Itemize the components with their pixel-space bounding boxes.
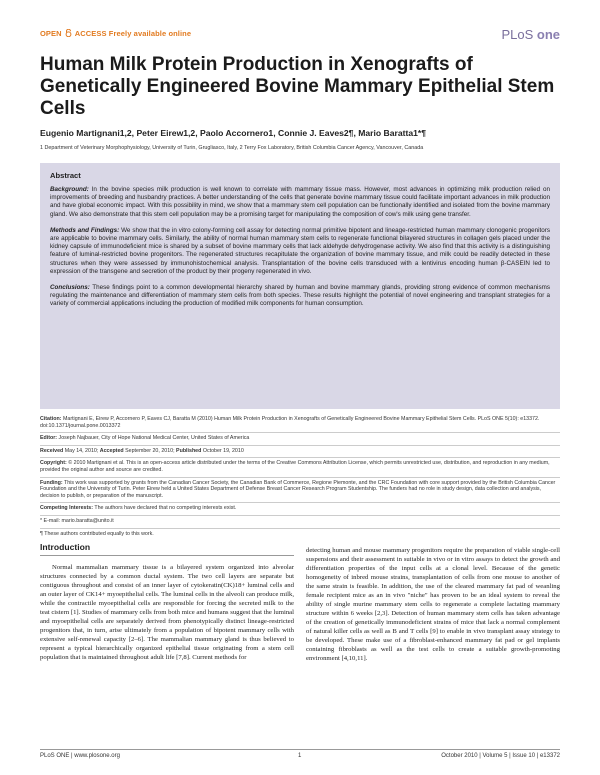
citation xyxy=(40,414,560,433)
equal-contribution: ¶ These authors contributed equally to this work. xyxy=(40,530,154,537)
background-text: In the bovine species milk production is well known to correlate with mammary tissue mass. However, most advances in optimizing milk production relied on improvements of breeding and husbandry practices. A better understanding of the cells that generate bovine mammary tissue could facilitate important advances in milk production and have global economic impact. With this possibility in mind, we show that a mammary stem cell population can be functionally identified and isolated from the bovine mammary gland. We also demonstrate that this stem cell population may be a promising target for manipulating the composition of cow's milk using gene transfer. xyxy=(50,186,550,218)
editor xyxy=(40,433,560,446)
contact-email: * E-mail: mario.baratta@unito.it xyxy=(40,516,560,529)
background-label: Background: xyxy=(50,186,89,193)
published-label: Published xyxy=(176,447,202,454)
funding-label: Funding: xyxy=(40,479,63,486)
page-number: 1 xyxy=(298,753,302,759)
published-date: October 19, 2010 xyxy=(201,447,244,454)
article-title: Human Milk Protein Production in Xenografts of Genetically Engineered Bovine Mammary Epithelial Stem Cells xyxy=(40,54,555,119)
footer-issue: October 2010 | Volume 5 | Issue 10 | e13372 xyxy=(441,753,560,759)
copyright-text: © 2010 Martignani et al. This is an open-access article distributed under the terms of the Creative Commons Attribution License, which permits unrestricted use, distribution, and reproduction in any medium, provided the original author and source are credited. xyxy=(40,460,550,473)
received-label: Received xyxy=(40,447,64,454)
abstract-heading: Abstract xyxy=(50,171,81,180)
intro-paragraph-left: Normal mammalian mammary tissue is a bilayered system organized into alveolar structures connected by a common ductal system. The two cell layers are separate but contiguous throughout and consist of an inner layer of cytokeratin(CK)18+ luminal cells and an outer layer of CK14+ myoepithelial cells. The luminal cells in the alveoli can produce milk, while the contractile myoepithelial cells are responsible for forcing the secreted milk to the teat cistern [1]. Studies of mammary cells from both mice and humans suggest that the luminal and myoepithelial cells are separately derived from phenotypically distinct lineage-restricted progenitors that, in turn, arise ultimately from a population of bipotent mammary cells with extensive self-renewal capacity [2–6]. The mammalian mammary gland is thus believed to represent a typical hierarchically organized epithelial tissue originating from a stem cell population that is maintained throughout adult life [7,8]. Current methods for xyxy=(40,564,294,661)
copyright-label: Copyright: xyxy=(40,460,67,467)
affiliations: 1 Department of Veterinary Morphophysiology, University of Turin, Grugliasco, Italy, 2 Terry Fox Laboratory, British Columbia Cancer Agency, Vancouver, Canada xyxy=(40,145,424,151)
editor-text: Joseph Najbauer, City of Hope National Medical Center, United States of America xyxy=(57,435,250,442)
abstract-box xyxy=(40,163,560,409)
logo-prefix: PLoS xyxy=(501,27,534,42)
page-footer xyxy=(40,749,560,762)
open-access-badge xyxy=(40,29,191,38)
body-column-left xyxy=(40,542,294,662)
open-access-lock-icon xyxy=(65,29,72,37)
competing-interests xyxy=(40,503,560,516)
access-label: ACCESS Freely available online xyxy=(74,29,192,38)
open-label: OPEN xyxy=(40,29,62,38)
body-column-right xyxy=(306,546,560,663)
intro-paragraph-right: detecting human and mouse mammary progenitors require the preparation of viable single-cell suspensions and their assessment in suitable in vivo or in vitro assays to detect the growth and differentiation properties of the input cells at a clonal level. Because of the genetic homogeneity of inbred mouse strains, transplantation of cells from one mouse to another of the same strain is feasible. In addition, the use of the cleared mammary fat pad of weanling female recipient mice as an in vivo "niche" has proven to be an ideal system to reveal the ability of single murine mammary stem cells to regenerate a complete lactating mammary structure within 6 weeks [2,3]. Detection of human mammary stem cells has taken advantage of the creation of genetically immunodeficient strains of mice that lack a normal complement of natural killer cells as well as B and T cells [9] to enable in vivo transplant assay strategy to be developed. These make use of a fibroblast-enhanced mammary fat pad or gel implants containing fibroblasts as well as the test cells to create a suitable growth-promoting environment [4,10,11]. xyxy=(306,547,560,662)
conclusions-text: These findings point to a common developmental hierarchy shared by human and bovine mammary glands, providing strong evidence of common mechanisms regulating the maintenance and differentiation of mammary stem cells from both species. These results highlight the potential of novel engineering and transplant strategies for a variety of commercial applications including the production of modified milk components for human consumption. xyxy=(50,284,550,308)
footer-journal: PLoS ONE | www.plosone.org xyxy=(40,753,120,759)
author-list: Eugenio Martignani1,2, Peter Eirew1,2, Paolo Accornero1, Connie J. Eaves2¶, Mario Baratta1*¶ xyxy=(40,128,427,138)
logo-suffix: one xyxy=(536,27,560,42)
competing-label: Competing Interests: xyxy=(40,505,93,512)
accepted-date: September 20, 2010; xyxy=(123,447,177,454)
article-metadata xyxy=(40,414,560,540)
abstract-background xyxy=(50,186,550,219)
editor-label: Editor: xyxy=(40,435,58,442)
citation-label: Citation: xyxy=(40,416,62,422)
methods-text: We show that the in vitro colony-forming cell assay for detecting normal primitive bipotent and lineage-restricted human mammary clonogenic progenitors are applicable to bovine mammary cells. Similarly, the ability of normal human mammary stem cells to regenerate functional bilayered structures in collagen gels placed under the kidney capsule of immunodeficient mice is shared by a subset of bovine mammary cells that lack aldehyde dehydrogenase activity. We also find that this activity is a distinguishing feature of luminal-restricted bovine progenitors. The regenerated structures recapitulate the organization of bovine mammary tissue, and milk could be readily detected in these structures when they were assessed by immunohistochemical analysis. Transplantation of the bovine cells transduced with a lentivirus encoding human β-CASEIN led to expression of the transgene and secretion of the product by their progeny regenerated in vivo. xyxy=(50,226,550,275)
accepted-label: Accepted xyxy=(99,447,124,454)
abstract-conclusions xyxy=(50,284,550,309)
journal-header xyxy=(40,27,560,43)
conclusions-label: Conclusions: xyxy=(50,284,90,292)
copyright xyxy=(40,458,560,477)
received-date: May 14, 2010; xyxy=(63,447,100,454)
plos-one-logo xyxy=(501,27,560,42)
abstract-methods xyxy=(50,227,550,276)
competing-text: The authors have declared that no competing interests exist. xyxy=(92,505,237,512)
citation-text: Martignani E, Eirew P, Accornero P, Eaves CJ, Baratta M (2010) Human Milk Protein Production in Xenografts of Genetically Engineered Bovine Mammary Epithelial Stem Cells. PLoS ONE 5(10): e13372. doi:10.1371/journal.pone.0013372 xyxy=(40,416,540,429)
dates xyxy=(40,446,560,459)
funding xyxy=(40,478,560,504)
methods-label: Methods and Findings: xyxy=(50,226,120,234)
section-heading-introduction: Introduction xyxy=(40,542,294,556)
funding-text: This work was supported by grants from the Canadian Cancer Society, the Canadian Bank of Commerce, Regione Piemonte, and the CRC Foundation with core support provided by the British Columbia Cancer Foundation and the University of Turin. Peter Eirew held a United States Department of Defense Breast Cancer Research Program Studentship. The funders had no role in study design, data collection and analysis, decision to publish, or preparation of the manuscript. xyxy=(40,479,556,499)
